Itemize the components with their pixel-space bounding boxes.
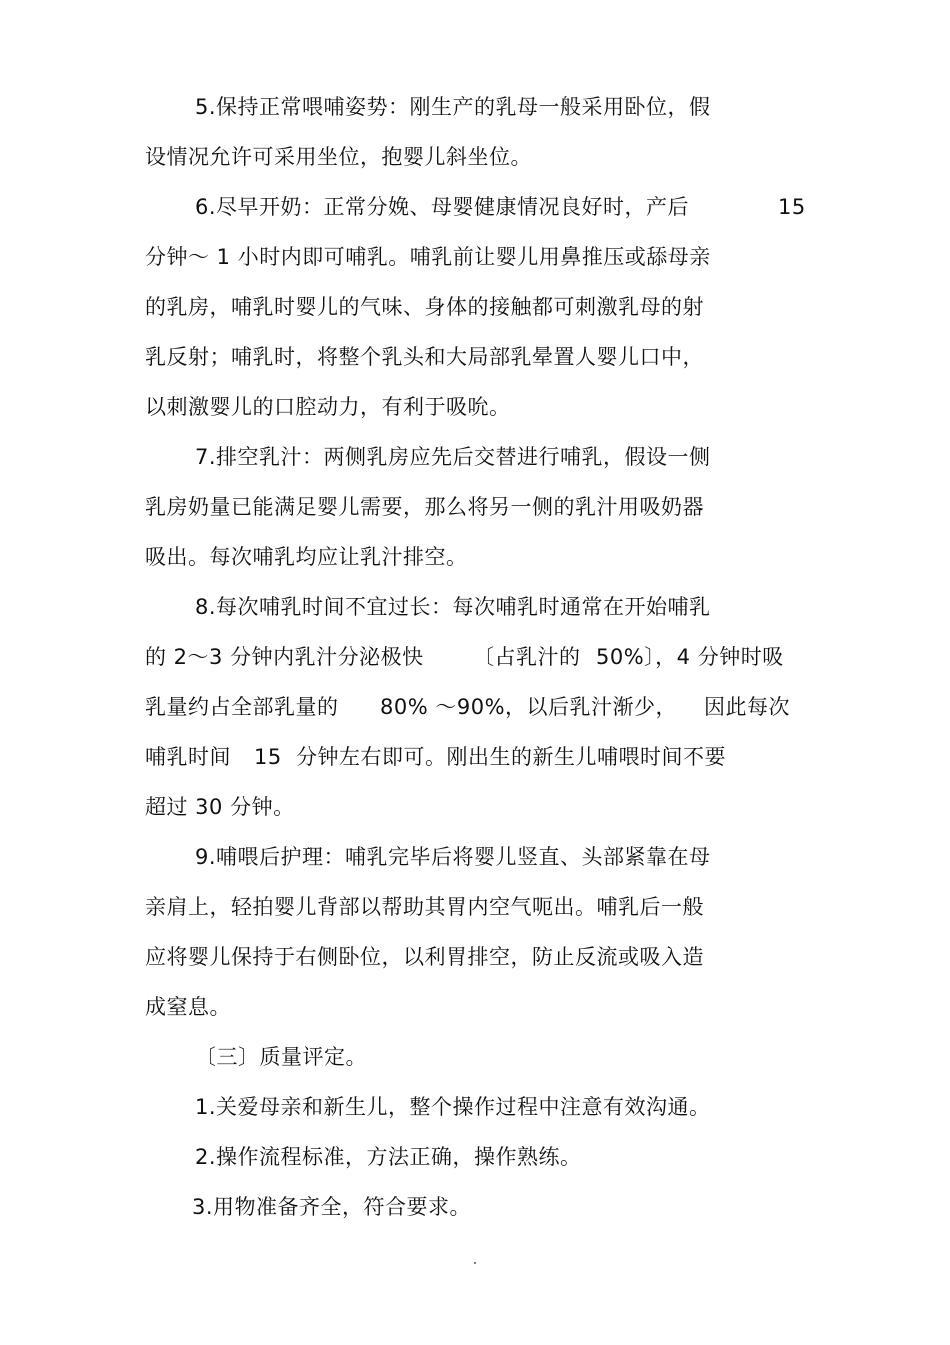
text-line: 7.排空乳汁：两侧乳房应先后交替进行哺乳，假设一侧 (195, 445, 711, 469)
text-line: 8.每次哺乳时间不宜过长：每次哺乳时通常在开始哺乳 (195, 595, 711, 619)
text-line: 乳反射；哺乳时，将整个乳头和大局部乳晕置人婴儿口中， (145, 345, 704, 369)
text-line: 80% ～90%，以后乳汁渐少， (380, 695, 678, 719)
text-line: 的乳房，哺乳时婴儿的气味、身体的接触都可刺激乳母的射 (145, 295, 704, 319)
text-line: 分钟～ 1 小时内即可哺乳。哺乳前让婴儿用鼻推压或舔母亲 (145, 245, 711, 269)
text-line: 哺乳时间 (145, 745, 231, 769)
text-line: 因此每次 (704, 695, 790, 719)
text-line: 15 (778, 195, 806, 219)
text-line: 15 (254, 745, 282, 769)
text-line: 设情况允许可采用坐位，抱婴儿斜坐位。 (145, 145, 532, 169)
text-line: 〔占乳汁的 (473, 645, 581, 669)
text-line: 乳量约占全部乳量的 (145, 695, 339, 719)
text-line: 成窒息。 (145, 995, 231, 1019)
text-line: 5.保持正常喂哺姿势：刚生产的乳母一般采用卧位，假 (195, 95, 711, 119)
text-line: 亲肩上，轻拍婴儿背部以帮助其胃内空气呃出。哺乳后一般 (145, 895, 704, 919)
text-line: 50%〕，4 分钟时吸 (596, 645, 784, 669)
text-line: 乳房奶量已能满足婴儿需要，那么将另一侧的乳汁用吸奶器 (145, 495, 704, 519)
text-line: 吸出。每次哺乳均应让乳汁排空。 (145, 545, 468, 569)
text-line: 3.用物准备齐全，符合要求。 (192, 1195, 472, 1219)
text-line: 9.哺喂后护理：哺乳完毕后将婴儿竖直、头部紧靠在母 (195, 845, 711, 869)
text-line: 的 2～3 分钟内乳汁分泌极快 (145, 645, 424, 669)
text-line: 6.尽早开奶：正常分娩、母婴健康情况良好时，产后 (195, 195, 690, 219)
text-line: 2.操作流程标准，方法正确，操作熟练。 (195, 1145, 582, 1169)
text-line: 应将婴儿保持于右侧卧位，以利胃排空，防止反流或吸入造 (145, 945, 704, 969)
text-line: 以刺激婴儿的口腔动力，有利于吸吮。 (145, 395, 511, 419)
page-mark (474, 1262, 476, 1264)
text-line: 分钟左右即可。刚出生的新生儿哺喂时间不要 (296, 745, 726, 769)
section-heading: 〔三〕质量评定。 (195, 1045, 367, 1069)
text-line: 1.关爱母亲和新生儿，整个操作过程中注意有效沟通。 (195, 1095, 711, 1119)
text-line: 超过 30 分钟。 (145, 795, 295, 819)
